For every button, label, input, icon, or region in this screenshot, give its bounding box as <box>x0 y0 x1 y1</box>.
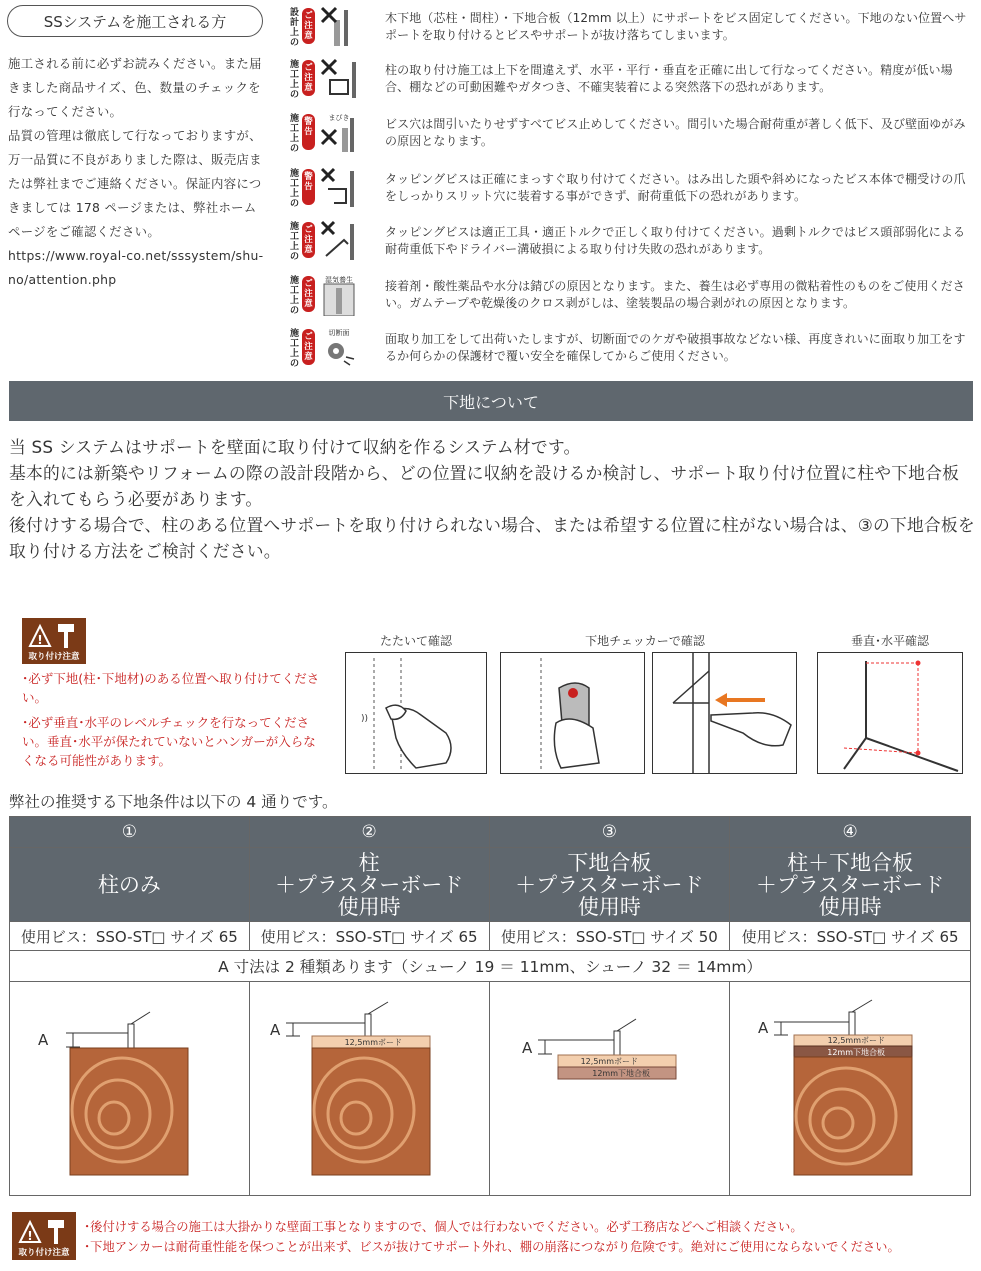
warning-hammer-icon <box>16 1216 72 1246</box>
table-intro: 弊社の推奨する下地条件は以下の 4 通りです。 <box>9 793 338 811</box>
body-text <box>9 434 975 564</box>
col-title: 柱＋下地合板 ＋プラスターボード 使用時 <box>730 848 971 922</box>
diagram-post-only <box>10 982 250 1196</box>
note-text: 柱の取り付け施工は上下を間違えず、水平・平行・垂直を正確に出して行なってください。精度が低い場合、棚などの可動困難やガタつき、不確実装着による突然落下の恐れがあります。 <box>385 63 953 94</box>
caution-label: 取り付け注意 <box>28 652 80 662</box>
note-icon-label: 湿気養生 <box>325 276 353 284</box>
note-tag: 設 計 上 の <box>289 8 299 48</box>
diagram-label-a: A <box>269 1021 281 1039</box>
caption-checker: 下地チェッカーで確認 <box>585 634 705 648</box>
body-paragraph: 基本的には新築やリフォームの際の設計段階から、どの位置に収納を設けるか検討し、サポート取り付け位置に柱や下地合板を入れてもらう必要があります。 <box>9 463 960 509</box>
substrate-conditions-table <box>9 816 971 1196</box>
svg-text:!: ! <box>37 633 43 647</box>
note-badge: 警 告 <box>302 169 315 205</box>
note-tag: 施 工 上 の <box>289 169 299 209</box>
note-tag: 施 工 上 の <box>289 60 299 100</box>
footer-line: ･後付けする場合の施工は大掛かりな壁面工事となりますので、個人では行わないでください。必ず工務店などへご相談ください。 <box>84 1220 803 1234</box>
diagram-label-a: A <box>38 1031 49 1049</box>
note-tag: 施 工 上 の <box>289 329 299 369</box>
col-screw: 使用ビス：SSO-ST□ サイズ 65 <box>730 922 971 951</box>
note-text: 面取り加工をして出荷いたしますが、切断面でのケガや破損事故などない様、再度きれいに面取り加工をするか何らかの保護材で覆い安全を確保してからご使用ください。 <box>385 332 966 363</box>
col-title: 下地合板 ＋プラスターボード 使用時 <box>489 848 730 922</box>
section-banner: 下地について <box>9 381 973 421</box>
footer-caution-icon <box>12 1212 76 1260</box>
note-text: ビス穴は間引いたりせずすべてビス止めしてください。間引いた場合耐荷重が著しく低下、及び壁面ゆがみの原因となります。 <box>385 117 966 148</box>
illustration-checker-wall <box>652 652 797 774</box>
col-num: ④ <box>730 817 971 848</box>
note-icon-label: まびき <box>328 114 350 122</box>
col-title: 柱のみ <box>10 848 250 922</box>
note-illustration-icon <box>320 327 358 369</box>
note-illustration-icon <box>320 6 358 48</box>
note-text: タッピングビスは適正工具・適正トルクで正しく取り付けてください。過剰トルクではビス頭部弱化による耐荷重低下やドライバー溝破損による取り付け失敗の恐れがあります。 <box>385 225 966 256</box>
caption-tap-check: たたいて確認 <box>379 634 452 648</box>
diagram-plywood-label: 12mm下地合板 <box>591 1069 650 1078</box>
svg-text:)): )) <box>361 714 369 724</box>
svg-text:!: ! <box>27 1229 33 1243</box>
caution-icon <box>22 618 86 664</box>
body-paragraph: 当 SS システムはサポートを壁面に取り付けて収納を作るシステム材です。 <box>9 437 581 457</box>
body-paragraph: 後付けする場合で、柱のある位置へサポートを取り付けられない場合、または希望する位置に柱がない場合は、③の下地合板を取り付ける方法をご検討ください。 <box>9 515 975 561</box>
diagram-label-a: A <box>521 1039 532 1057</box>
diagram-plywood-board <box>489 982 730 1196</box>
diagram-board-label: 12,5mmボード <box>580 1057 638 1066</box>
col-screw: 使用ビス：SSO-ST□ サイズ 65 <box>10 922 250 951</box>
col-num: ② <box>249 817 489 848</box>
col-num: ③ <box>489 817 730 848</box>
caution-label: 取り付け注意 <box>18 1248 70 1258</box>
section-title-pill: SSシステムを施工される方 <box>7 5 263 37</box>
note-badge: ご 注 意 <box>302 222 315 258</box>
diagram-board-label: 12,5mmボード <box>344 1038 402 1047</box>
illustration-level-check <box>817 652 963 774</box>
caution-text <box>22 669 327 770</box>
diagram-post-plywood-board <box>730 982 971 1196</box>
diagram-post-board <box>249 982 489 1196</box>
footer-caution-text <box>84 1217 974 1257</box>
diagram-plywood-label: 12mm下地合板 <box>827 1048 886 1057</box>
diagram-board-label: 12,5mmボード <box>827 1036 886 1045</box>
note-illustration-icon <box>320 220 358 262</box>
note-badge: ご 注 意 <box>302 60 315 96</box>
note-illustration-icon <box>320 112 358 154</box>
note-badge: ご 注 意 <box>302 8 315 44</box>
a-dimension-note: A 寸法は 2 種類あります（シューノ 19 ＝ 11mm、シューノ 32 ＝ 14mm） <box>10 951 971 982</box>
note-icon-label: 切断面 <box>328 329 350 337</box>
note-badge: ご 注 意 <box>302 276 315 312</box>
note-illustration-icon <box>320 274 358 316</box>
note-illustration-icon <box>320 167 358 209</box>
intro-text: 施工される前に必ずお読みください。また届きました商品サイズ、色、数量のチェックを行なってください。 品質の管理は徹底して行なっておりますが、万一品質に不良がありました際は、販売店または弊社までご連絡ください。保証内容につきましては 178 ページまたは、弊社ホームページをご確認ください。 https://www.royal-co.net/sssystem/shu-no/attention.php <box>8 56 264 287</box>
col-screw: 使用ビス：SSO-ST□ サイズ 50 <box>489 922 730 951</box>
note-tag: 施 工 上 の <box>289 222 299 262</box>
caution-line: ･必ず垂直･水平のレベルチェックを行なってください。垂直･水平が保たれていないとハンガーが入らなくなる可能性があります。 <box>22 715 316 768</box>
footer-line: ･下地アンカーは耐荷重性能を保つことが出来ず、ビスが抜けてサポート外れ、棚の崩落につながり危険です。絶対にご使用にならないでください。 <box>84 1240 900 1254</box>
illustration-checker <box>500 652 645 774</box>
note-illustration-icon <box>320 58 358 100</box>
note-tag: 施 工 上 の <box>289 114 299 154</box>
warning-hammer-icon <box>26 620 82 650</box>
diagram-label-a: A <box>758 1019 769 1037</box>
col-screw: 使用ビス：SSO-ST□ サイズ 65 <box>249 922 489 951</box>
illustration-tap-check <box>345 652 487 774</box>
note-badge: ご 注 意 <box>302 329 315 365</box>
caution-line: ･必ず下地(柱･下地材)のある位置へ取り付けてください。 <box>22 671 320 705</box>
note-text: 接着剤・酸性薬品や水分は錆びの原因となります。また、養生は必ず専用の微粘着性のものをご使用ください。ガムテープや乾燥後のクロス剥がしは、塗装製品の場合剥がれの原因となります。 <box>385 279 965 310</box>
col-title: 柱 ＋プラスターボード 使用時 <box>249 848 489 922</box>
note-badge: 警 告 <box>302 114 315 150</box>
note-tag: 施 工 上 の <box>289 276 299 316</box>
note-text: タッピングビスは正確にまっすぐ取り付けてください。はみ出した頭や斜めになったビス本体で棚受けの爪をしっかりスリット穴に装着する事ができず、耐荷重低下の恐れがあります。 <box>385 172 966 203</box>
note-text: 木下地（芯柱・間柱）・下地合板（12mm 以上）にサポートをビス固定してください。下地のない位置へサポートを取り付けるとビスやサポートが抜け落ちてしまいます。 <box>385 11 967 42</box>
col-num: ① <box>10 817 250 848</box>
caption-level-check: 垂直･水平確認 <box>850 634 929 648</box>
